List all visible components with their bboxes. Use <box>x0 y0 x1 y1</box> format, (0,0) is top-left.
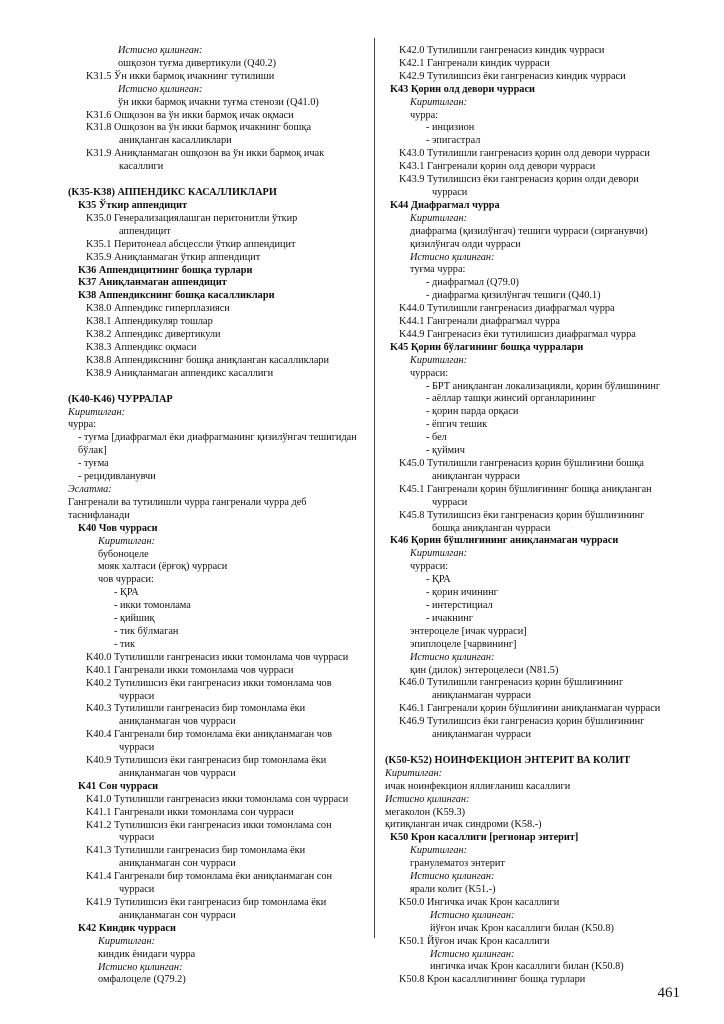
text-line: K38.8 Аппендикснинг бошқа аниқланган касалликлари <box>86 354 330 366</box>
text-line: эпиплоцеле [чарвининг] <box>410 638 517 650</box>
text-line: K31.5 Ўн икки бармоқ ичакнинг тутилиши <box>86 70 275 82</box>
right-column <box>385 45 675 987</box>
section-heading: K35 Ўткир аппендицит <box>78 199 188 211</box>
section-heading: K41 Сон чурраси <box>78 780 159 792</box>
text-line: бошқа аниқланган чурраси <box>432 522 551 534</box>
text-line: - туғма <box>78 458 109 470</box>
note-label: Эслатма: <box>68 484 112 495</box>
text-line: чурра: <box>68 419 97 431</box>
text-line: - БРТ аниқланган локализацияли, қорин бўлишининг <box>426 380 661 392</box>
text-line: ичак ноинфекцион яллиғланиш касаллиги <box>385 780 571 792</box>
note-label: Киритилган: <box>98 935 156 947</box>
text-line: бубоноцеле <box>98 548 149 560</box>
column-divider <box>374 38 375 938</box>
text-line: чов чурраси: <box>98 574 154 586</box>
text-line: диафрагма (қизилўнгач) тешиги чурраси (сирғанувчи) <box>410 225 648 237</box>
section-heading: K50 Крон касаллиги [регионар энтерит] <box>390 832 579 844</box>
note-label: Истисно қилинган: <box>118 45 203 56</box>
text-line: K45.1 Гангренали қорин бўшлиғининг бошқа аниқланган <box>399 483 652 495</box>
text-line: чурраси <box>119 832 155 844</box>
section-heading: K42 Киндик чурраси <box>78 922 176 934</box>
text-line: K31.9 Аниқланмаган ошқозон ва ўн икки бармоқ ичак <box>86 148 325 160</box>
text-line: чурраси: <box>410 367 449 379</box>
note-label: Истисно қилинган: <box>410 651 495 663</box>
text-line: K31.6 Ошқозон ва ўн икки бармоқ ичак оқмаси <box>86 109 294 121</box>
text-line: K35.0 Генерализациялашган перитонитли ўткир <box>86 212 298 224</box>
text-line: чурраси <box>119 742 155 754</box>
section-heading: K45 Қорин бўлагининг бошқа чурралари <box>390 341 584 353</box>
text-line: қитиқланган ичак синдроми (K58.-) <box>385 819 542 831</box>
text-line: мегаколон (K59.3) <box>385 806 466 818</box>
text-line: K46.9 Тутилишсиз ёки гангренасиз қорин бўшлиғининг <box>399 716 645 728</box>
text-line: - қорин ичининг <box>426 587 498 599</box>
section-heading: (K50-K52) НОИНФЕКЦИОН ЭНТЕРИТ ВА КОЛИТ <box>385 754 631 766</box>
left-column <box>68 45 368 987</box>
note-label: Истисно қилинган: <box>410 871 495 883</box>
text-line: аниқланмаган чурраси <box>432 729 531 741</box>
section-gap <box>68 381 368 394</box>
note-label: Истисно қилинган: <box>385 793 470 805</box>
text-line: K40.9 Тутилишсиз ёки гангренасиз бир томонлама ёки <box>86 755 327 767</box>
note-label: Киритилган: <box>410 96 468 108</box>
text-line: K50.8 Крон касаллигининг бошқа турлари <box>399 974 586 986</box>
text-line: Гангренали ва тутилишли чурра гангренали чурра деб таснифланади <box>68 496 307 521</box>
text-line: омфалоцеле (Q79.2) <box>98 974 186 986</box>
text-line: киндик ёнидаги чурра <box>98 948 196 960</box>
note-label: Истисно қилинган: <box>98 961 183 973</box>
text-line: K50.1 Йўғон ичак Крон касаллиги <box>399 935 550 947</box>
section-heading: K40 Чов чурраси <box>78 522 158 534</box>
text-line: ингичка ичак Крон касаллиги билан (K50.8) <box>430 961 624 973</box>
section-gap <box>68 174 368 187</box>
text-line: - қийшиқ <box>114 613 155 625</box>
text-line: K43.0 Тутилишли гангренасиз қорин олд девори чурраси <box>399 148 650 160</box>
text-line: - инцизион <box>426 122 475 134</box>
text-line: аниқланмаган чурраси <box>432 690 531 702</box>
text-line: K43.9 Тутилишсиз ёки гангренасиз қорин олди девори <box>399 174 639 186</box>
note-label: Истисно қилинган: <box>118 83 203 95</box>
text-line: - рецидивланувчи <box>78 471 156 483</box>
note-label: Истисно қилинган: <box>430 909 515 921</box>
text-line: K46.0 Тутилишли гангренасиз қорин бўшлиғининг <box>399 677 624 689</box>
text-line: туғма чурра: <box>410 264 466 276</box>
text-line: аниқланмаган сон чурраси <box>119 858 236 870</box>
text-line: - тик <box>114 638 136 650</box>
text-line: - ичакнинг <box>426 612 474 624</box>
note-label: Истисно қилинган: <box>410 251 495 263</box>
text-line: - бел <box>426 432 447 444</box>
page-number: 461 <box>657 985 680 1001</box>
text-line: чурра: <box>410 109 439 121</box>
section-gap <box>385 742 675 755</box>
note-label: Истисно қилинган: <box>430 948 515 960</box>
text-line: - эпигастрал <box>426 135 481 147</box>
note-label: Киритилган: <box>385 767 443 779</box>
text-line: аниқланган касалликлари <box>119 135 232 147</box>
section-heading: K44 Диафрагмал чурра <box>390 199 500 211</box>
text-line: чурраси <box>119 690 155 702</box>
text-line: аппендицит <box>119 225 171 237</box>
text-line: K38.2 Аппендикс дивертикули <box>86 329 221 341</box>
text-line: K41.2 Тутилишсиз ёки гангренасиз икки томонлама сон <box>86 819 332 831</box>
text-line: K46.1 Гангренали қорин бўшлиғини аниқланмаган чурраси <box>399 703 661 715</box>
text-line: K50.0 Ингичка ичак Крон касаллиги <box>399 896 560 908</box>
text-line: ошқозон туғма дивертикули (Q40.2) <box>118 57 277 69</box>
note-label: Киритилган: <box>410 212 468 224</box>
text-line: K38.9 Аниқланмаган аппендикс касаллиги <box>86 367 274 379</box>
text-line: K41.4 Гангренали бир томонлама ёки аниқланмаган сон <box>86 871 332 883</box>
text-line: қизилўнгач олди чурраси <box>410 238 521 250</box>
text-line: - қуймич <box>426 445 465 457</box>
section-heading: K38 Аппендикснинг бошқа касалликлари <box>78 290 275 302</box>
section-heading: (K35-K38) АППЕНДИКС КАСАЛЛИКЛАРИ <box>68 187 277 199</box>
text-line: йўғон ичак Крон касаллиги билан (K50.8) <box>430 922 614 934</box>
text-line: K45.0 Тутилишли гангренасиз қорин бўшлиғини бошқа <box>399 458 644 469</box>
text-line: энтероцеле [ичак чурраси] <box>410 625 527 637</box>
text-line: ярали колит (K51.-) <box>410 884 496 895</box>
text-line: чурраси <box>119 884 155 896</box>
text-line: - аёллар ташқи жинсий органларининг <box>426 393 596 405</box>
text-line: - туғма [диафрагмал ёки диафрагманинг қизилўнгач тешигидан бўлак] <box>78 432 357 457</box>
text-line: гранулематоз энтерит <box>410 858 505 870</box>
text-line: - икки томонлама <box>114 600 191 612</box>
text-line: - ҚРА <box>114 587 139 599</box>
text-line: K42.1 Гангренали киндик чурраси <box>399 57 550 69</box>
section-heading: K37 Аниқланмаган аппендицит <box>78 277 227 289</box>
text-line: K42.0 Тутилишли гангренасиз киндик чурраси <box>399 45 605 56</box>
text-line: K40.0 Тутилишли гангренасиз икки томонлама чов чурраси <box>86 651 349 663</box>
text-line: - ёпгич тешик <box>426 419 488 431</box>
text-line: K42.9 Тутилишсиз ёки гангренасиз киндик чурраси <box>399 70 626 82</box>
text-line: аниқланмаган чов чурраси <box>119 716 236 728</box>
section-heading: K43 Қорин олд девори чурраси <box>390 83 535 95</box>
section-heading: K36 Аппендицитнинг бошқа турлари <box>78 264 253 276</box>
section-heading: (K40-K46) ЧУРРАЛАР <box>68 393 173 405</box>
text-line: қин (дилок) энтероцелеси (N81.5) <box>410 664 559 676</box>
note-label: Киритилган: <box>410 354 468 366</box>
text-line: мояк халтаси (ёрғоқ) чурраси <box>98 561 228 573</box>
text-line: K41.9 Тутилишсиз ёки гангренасиз бир томонлама ёки <box>86 897 327 908</box>
text-line: касаллиги <box>119 161 164 173</box>
text-line: аниқланган чурраси <box>432 470 520 482</box>
note-label: Киритилган: <box>98 535 156 547</box>
note-label: Киритилган: <box>410 845 468 857</box>
text-line: K44.9 Гангренасиз ёки тутилишсиз диафрагмал чурра <box>399 328 636 340</box>
text-line: K44.0 Тутилишли гангренасиз диафрагмал чурра <box>399 303 615 315</box>
text-line: K35.1 Перитонеал абсцессли ўткир аппендицит <box>86 238 296 250</box>
text-line: K38.3 Аппендикс оқмаси <box>86 341 197 353</box>
text-line: K38.1 Аппендикуляр тошлар <box>86 316 213 328</box>
section-heading: K46 Қорин бўшлиғининг аниқланмаган чурраси <box>390 535 619 547</box>
note-label: Киритилган: <box>68 406 126 418</box>
text-line: K31.8 Ошқозон ва ўн икки бармоқ ичакнинг бошқа <box>86 122 312 134</box>
text-line: K45.8 Тутилишсиз ёки гангренасиз қорин бўшлиғининг <box>399 509 645 521</box>
text-line: аниқланмаган сон чурраси <box>119 909 236 921</box>
note-label: Киритилган: <box>410 548 468 560</box>
text-line: K40.3 Тутилишли гангренасиз бир томонлама ёки <box>86 703 306 715</box>
text-line: K40.4 Гангренали бир томонлама ёки аниқланмаган чов <box>86 729 332 741</box>
text-line: - ҚРА <box>426 574 451 586</box>
text-line: чурраси <box>432 496 468 508</box>
text-line: K43.1 Гангренали қорин олд девори чурраси <box>399 161 596 173</box>
text-line: чурраси <box>432 186 468 198</box>
text-line: - диафрагмал (Q79.0) <box>426 277 519 289</box>
text-line: чурраси: <box>410 561 449 573</box>
text-line: - диафрагма қизилўнгач тешиги (Q40.1) <box>426 290 601 302</box>
text-line: K40.1 Гангренали икки томонлама чов чурраси <box>86 664 294 676</box>
text-line: ўн икки бармоқ ичакни туғма стенози (Q41.0) <box>118 96 319 108</box>
text-line: K41.1 Гангренали икки томонлама сон чурраси <box>86 806 294 818</box>
text-line: - қорин парда орқаси <box>426 406 519 418</box>
text-line: K44.1 Гангренали диафрагмал чурра <box>399 316 560 328</box>
text-line: K40.2 Тутилишсиз ёки гангренасиз икки томонлама чов <box>86 677 332 689</box>
text-line: - тик бўлмаган <box>114 625 179 637</box>
text-line: K41.3 Тутилишли гангренасиз бир томонлама ёки <box>86 845 306 857</box>
text-line: K41.0 Тутилишли гангренасиз икки томонлама сон чурраси <box>86 793 349 805</box>
text-line: аниқланмаган чов чурраси <box>119 767 236 779</box>
text-line: K38.0 Аппендикс гиперплазияси <box>86 303 230 315</box>
text-line: K35.9 Аниқланмаган ўткир аппендицит <box>86 251 261 263</box>
text-line: - интерстициал <box>426 599 493 611</box>
